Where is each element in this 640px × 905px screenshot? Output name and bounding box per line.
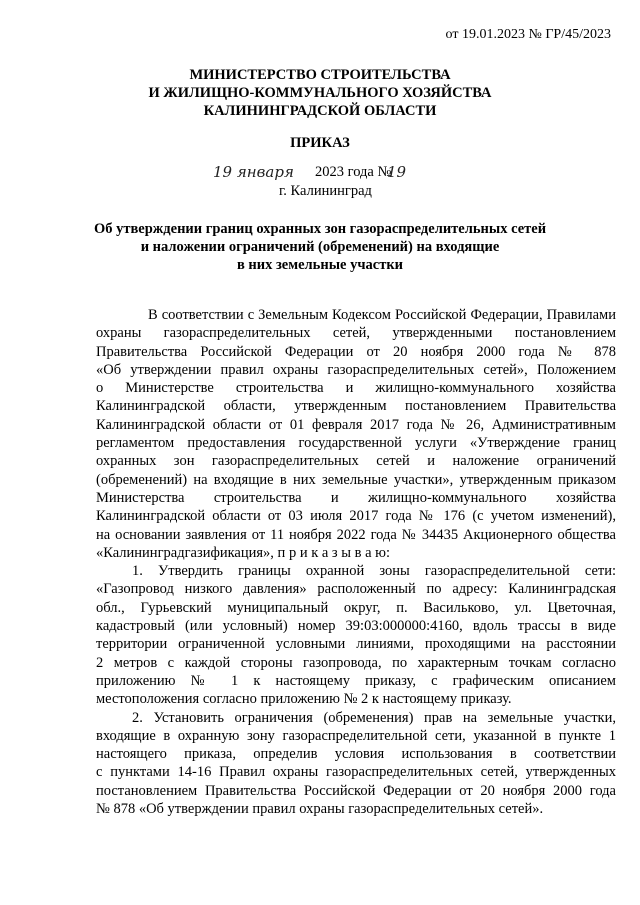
text-line: регламентом предоставления государственной услуги «Утверждение границ — [96, 435, 616, 452]
subject-line-3: в них земельные участки — [236, 257, 404, 273]
text-line: «Газопровод низкого давления» расположенный по адресу: Калининградская — [96, 581, 616, 598]
order-title: ПРИКАЗ — [290, 135, 350, 151]
text-line: В соответствии с Земельным Кодексом Российской Федерации, Правилами — [148, 307, 616, 323]
text-line: Министерства строительства и жилищно-коммунального хозяйства — [96, 489, 616, 506]
handwritten-date: 19 января — [213, 163, 294, 181]
document-reference: от 19.01.2023 № ГР/45/2023 — [445, 27, 611, 42]
text-line: на основании заявления от 11 ноября 2022 года № 34435 Акционерного общества — [96, 526, 616, 543]
text-line: обл., Гурьевский муниципальный округ, п. Васильково, ул. Цветочная, — [96, 599, 616, 616]
text-line: территории ограниченной условными линиями, проходящими на расстоянии — [96, 636, 616, 653]
handwritten-order-number: 19 — [387, 163, 407, 181]
ministry-line-1: МИНИСТЕРСТВО СТРОИТЕЛЬСТВА — [189, 67, 451, 83]
text-line: 2. Установить ограничения (обременения) прав на земельные участки, — [132, 709, 616, 726]
item-2-paragraph — [96, 709, 616, 819]
text-line: постановлением Правительства Российской Федерации от 20 ноября 2000 года — [96, 782, 616, 799]
text-line: настоящего приказа, определив условия использования в соответствии — [96, 746, 616, 763]
text-line: (обременений) на входящие в них земельные участки», утвержденным приказом — [96, 471, 616, 488]
ministry-name — [0, 66, 640, 120]
order-year-text: 2023 года № — [315, 164, 392, 180]
text-line: Калининградской области, утвержденным постановлением Правительства — [96, 398, 616, 415]
text-line: 2 метров с каждой стороны газопровода, по характерным точкам согласно — [96, 654, 616, 671]
order-city: г. Калининград — [279, 183, 372, 199]
text-line: Правительства Российской Федерации от 20 ноября 2000 года № 878 — [96, 343, 616, 360]
text-line: «Об утверждении правил охраны газораспределительных сетей», Положением — [96, 361, 616, 378]
text-line: местоположения согласно приложению № 2 к настоящему приказу. — [96, 691, 512, 708]
text-line: охраны газораспределительных сетей, утвержденными постановлением — [96, 325, 616, 342]
item-1-paragraph — [96, 562, 616, 708]
text-line: 1. Утвердить границы охранной зоны газораспределительной сети: — [132, 563, 616, 580]
order-body — [96, 306, 616, 818]
text-line: Калининградской области от 03 июля 2017 года № 176 (с учетом изменений), — [96, 508, 616, 525]
text-line: охранных зон газораспределительных сетей и наложение ограничений — [96, 453, 616, 470]
text-line: приложению № 1 к настоящему приказу, с графическим описанием — [96, 672, 616, 689]
text-line: с пунктами 14-16 Правил охраны газораспределительных сетей, утвержденных — [96, 764, 616, 781]
ministry-line-3: КАЛИНИНГРАДСКОЙ ОБЛАСТИ — [203, 103, 437, 119]
ministry-line-2: И ЖИЛИЩНО-КОММУНАЛЬНОГО ХОЗЯЙСТВА — [148, 85, 492, 101]
preamble-paragraph — [96, 306, 616, 562]
subject-line-2: и наложении ограничений (обременений) на входящие — [140, 239, 500, 255]
text-line: входящие в охранную зону газораспределительной сети, указанной в пункте 1 — [96, 727, 616, 744]
text-line: «Калининградгазификация», п р и к а з ы в а ю: — [96, 544, 391, 561]
subject-line-1: Об утверждении границ охранных зон газораспределительных сетей — [93, 221, 547, 237]
order-subject — [0, 220, 640, 274]
text-line: Калининградской области от 01 февраля 2017 года № 26, Административным — [96, 416, 616, 433]
text-line: № 878 «Об утверждении правил охраны газораспределительных сетей». — [96, 801, 544, 818]
text-line: о Министерстве строительства и жилищно-коммунального хозяйства — [96, 380, 616, 397]
text-line: кадастровый (или условный) номер 39:03:000000:4160, вдоль трассы в виде — [96, 618, 616, 635]
